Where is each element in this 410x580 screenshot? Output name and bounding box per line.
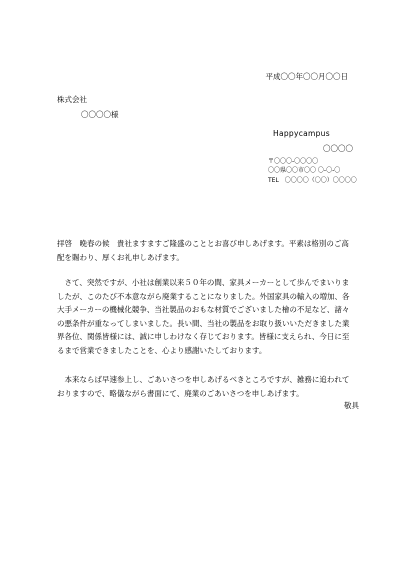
main-paragraph: さて、突然ですが、小社は創業以来５０年の間、家具メーカーとして歩んでまいりましたが、このたび不本意ながら廃業することになりました。外国家具の輸入の増加、各大手メーカーの機械化競争、当社製品のおもな材質でございました檜の不足など、諸々の悪条件が重なってしまいました。長い間、当社の製品をお取り扱いいただきました業界各位、関係皆様には、誠に申しわけなく存じております。皆様に支えられ、今日に至るまで営業できましたことを、心より感謝いたしております。 [57, 278, 350, 355]
sender-contact-block [268, 157, 357, 185]
sender-postal: 〒〇〇〇-〇〇〇〇 [268, 158, 319, 165]
letter-body-paragraph [57, 276, 355, 357]
sender-address: 〇〇県〇〇市〇〇 〇-〇-〇 [268, 167, 341, 175]
letter-date: 平成〇〇年〇〇月〇〇日 [265, 72, 348, 81]
sender-company: Happycampus [273, 129, 330, 138]
letter-body-paragraph [57, 237, 355, 264]
sender-tel: TEL 〇〇〇〇（〇〇）〇〇〇〇 [268, 176, 357, 184]
sender-name: 〇〇〇〇 [323, 144, 353, 153]
letter-body-paragraph [57, 373, 355, 400]
closing-word: 敬具 [344, 401, 359, 410]
greeting-paragraph: 拝啓 晩春の候 貴社ますますご隆盛のこととお喜び申しあげます。平素は格別のご高配を賜わり、厚くお礼申しあげます。 [57, 239, 349, 262]
recipient-name: 〇〇〇〇様 [81, 110, 119, 119]
recipient-company: 株式会社 [57, 95, 87, 104]
closing-paragraph: 本来ならば早速参上し、ごあいさつを申しあげるべきところですが、雑務に追われておりますので、略儀ながら書面にて、廃業のごあいさつを申しあげます。 [57, 375, 350, 398]
